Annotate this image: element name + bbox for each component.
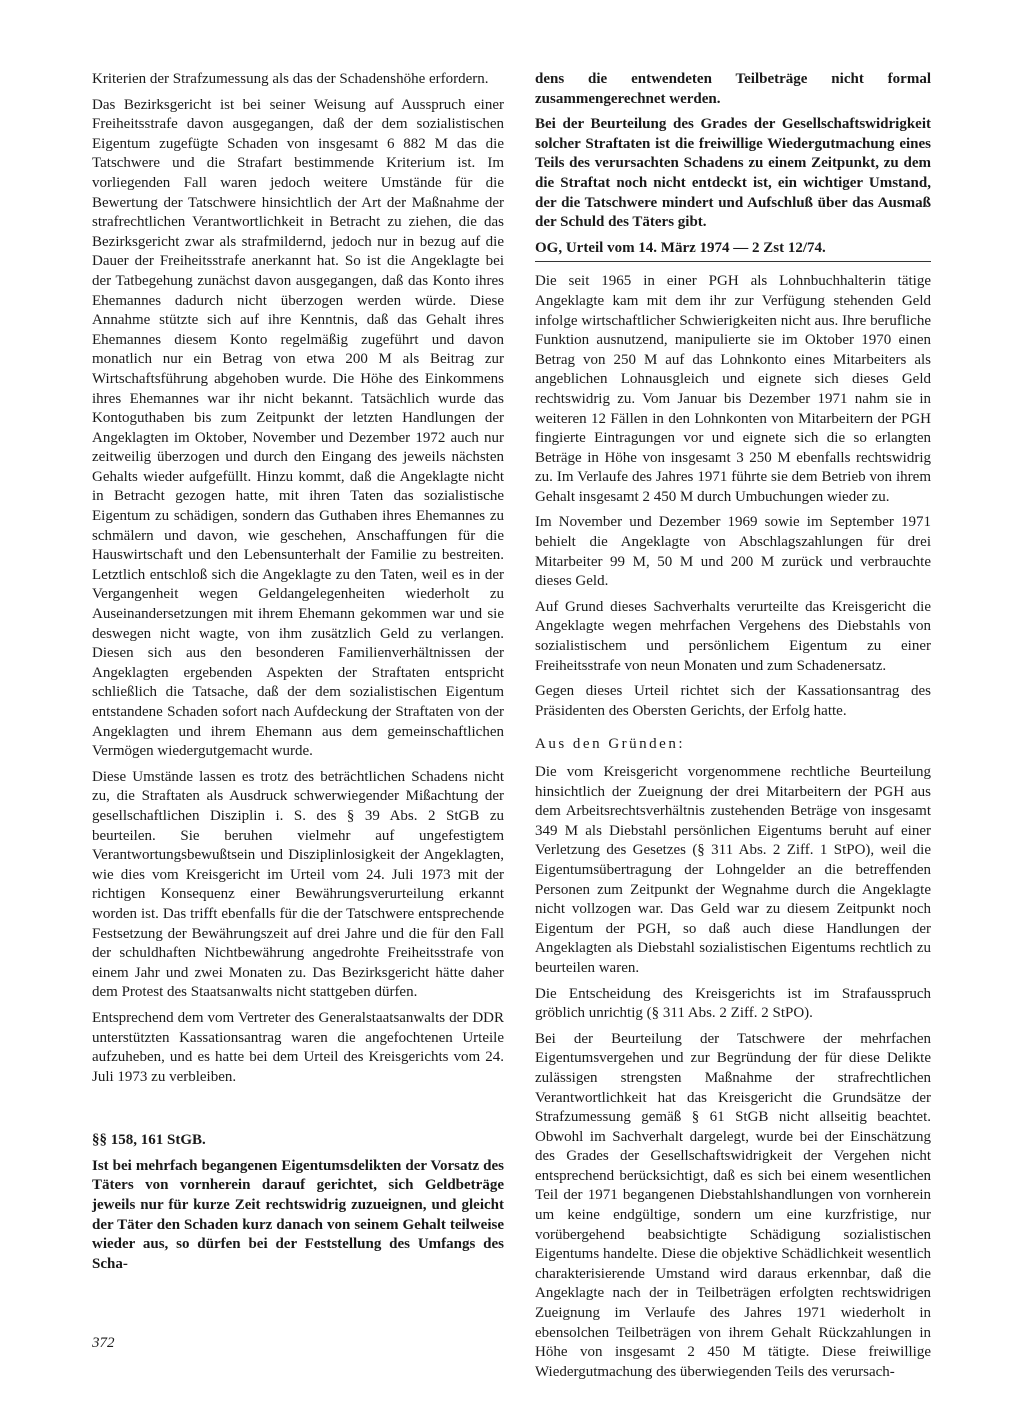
paragraph: Diese Umstände lassen es trotz des beträchtlichen Schadens nicht zu, die Straftaten als Ausdruck schwerwiegender Mißachtung der gesellschaftlichen Disziplin i. S. des § 39 Abs. 2 StGB zu beurteilen. Sie beruhen vielmehr auf ungefestigtem Verantwortungsbewußtsein und Disziplinlosigkeit der Angeklagten, wie dies vom Kreisgericht im Urteil vom 24. Juli 1973 mit der richtigen Konsequenz einer Bewährungsverurteilung erkannt worden ist. Das trifft ebenfalls für die der Tatschwere entsprechende Festsetzung der Bewährungszeit auf drei Jahre und die für den Fall der schuldhaften Nichtbewährung angedrohte Freiheitsstrafe von einem Jahr und zwei Monaten zu. Das Bezirksgericht hätte daher dem Protest des Staatsanwalts nicht stattgeben dürfen. [92, 768, 504, 1001]
court-citation: OG, Urteil vom 14. März 1974 — 2 Zst 12/74. [535, 239, 931, 263]
section-header: §§ 158, 161 StGB. [92, 1132, 206, 1149]
paragraph: Die Entscheidung des Kreisgerichts ist im Strafausspruch gröblich unrichtig (§ 311 Abs. 2 Ziff. 2 StPO). [535, 985, 931, 1022]
paragraph: Entsprechend dem vom Vertreter des Generalstaatsanwalts der DDR unterstützten Kassationsantrag waren die angefochtenen Urteile aufzuheben, und es hatte bei dem Urteil des Kreisgerichts vom 24. Juli 1973 zu verbleiben. [92, 1009, 504, 1085]
paragraph: Die seit 1965 in einer PGH als Lohnbuchhalterin tätige Angeklagte kam mit dem ihr zur Verfügung stehenden Geld infolge wirtschaftlicher Schwierigkeiten nicht aus. Ihre berufliche Funktion ausnutzend, manipulierte sie im Oktober 1970 einen Betrag von 250 M auf das Lohnkonto eines Mitarbeiters als angeblichen Lohnausgleich und eignete sich dieses Geld rechtswidrig zu. Vom Januar bis Dezember 1971 nahm sie in weiteren 12 Fällen in den Lohnkonten von Mitarbeitern der PGH fingierte Eintragungen vor und eignete sich die so erlangten Beträge in Höhe von insgesamt 3 250 M ebenfalls rechtswidrig zu. Im Verlaufe des Jahres 1971 führte sie dem Betrieb von ihrem Gehalt insgesamt 2 450 M durch Umbuchungen wieder zu. [535, 273, 931, 505]
paragraph: Auf Grund dieses Sachverhalts verurteilte das Kreisgericht die Angeklagte wegen mehrfachen Vergehens des Diebstahls von sozialistischem und persönlichem Eigentum zu einer Freiheitsstrafe von neun Monaten und zum Schadenersatz. [535, 598, 931, 674]
reasons-header: Aus den Gründen: [535, 736, 685, 753]
right-column [535, 70, 931, 1388]
headnote: Ist bei mehrfach begangenen Eigentumsdelikten der Vorsatz des Täters von vornherein darauf gerichtet, sich Geldbeträge jeweils nur für kurze Zeit rechtswidrig zuzueignen, und gleicht der Täter den Schaden kurz danach von seinem Gehalt teilweise wieder aus, so dürfen bei der Feststellung des Umfangs des Scha- [92, 1157, 504, 1272]
left-column [92, 70, 504, 1280]
headnote-second: Bei der Beurteilung des Grades der Gesellschaftswidrigkeit solcher Straftaten ist die freiwillige Wiedergutmachung eines Teils des verursachten Schadens zu einem Zeitpunkt, zu dem die Straftat noch nicht entdeckt ist, ein wichtiger Umstand, der die Tatschwere mindert und Aufschluß über das Ausmaß der Schuld des Täters gibt. [535, 116, 931, 231]
paragraph: Im November und Dezember 1969 sowie im September 1971 behielt die Angeklagte von Abschlagszahlungen für drei Mitarbeiter 99 M, 50 M und 200 M zurück und verbrauchte dieses Geld. [535, 514, 931, 590]
paragraph: Gegen dieses Urteil richtet sich der Kassationsantrag des Präsidenten des Obersten Gerichts, der Erfolg hatte. [535, 683, 931, 719]
headnote-continued: dens die entwendeten Teilbeträge nicht formal zusammengerechnet werden. [535, 71, 931, 107]
paragraph: Das Bezirksgericht ist bei seiner Weisung auf Ausspruch einer Freiheitsstrafe davon ausgegangen, daß der dem sozialistischen Eigentum zugefügte Schaden von insgesamt 6 882 M das die Tatschwere und die Strafart bestimmende Kriterium ist. Im vorliegenden Fall waren jedoch weitere Umstände für die Bewertung der Tatschwere hinsichtlich der Art der Maßnahme der strafrechtlichen Verantwortlichkeit in Betracht zu ziehen, die das Bezirksgericht zwar als strafmildernd, jedoch nur in bezug auf die Dauer der Freiheitsstrafe anerkannt hat. So ist die Angeklagte bei der Tatbegehung zunächst davon ausgegangen, daß das Konto ihres Ehemannes dadurch nicht überzogen werden würde. Diese Annahme stützte sich auf ihre Kenntnis, daß das Gehalt ihres Ehemannes diesem Konto regelmäßig zugeführt und davon monatlich nur ein Betrag von etwa 200 M als Beitrag zur Wirtschaftsführung abgehoben wurde. Die Höhe des Einkommens ihres Ehemannes war ihr nicht bekannt. Tatsächlich wurde das Kontoguthaben bis zum Zeitpunkt der letzten Handlungen der Angeklagten im Oktober, November und Dezember 1972 auch nur zeitweilig überzogen und durch den Eingang des jeweils nächsten Gehalts wieder aufgefüllt. Hinzu kommt, daß die Angeklagte nicht in Betracht gezogen hatte, mit ihren Taten das sozialistische Eigentum zu schädigen, sondern das Guthaben ihres Ehemannes zu schmälern und davon, wie geschehen, Anschaffungen für die Hauswirtschaft und den Lebensunterhalt der Familie zu bestreiten. Letztlich entschloß sich die Angeklagte zu den Taten, weil es in der Vergangenheit wegen Geldangelegenheiten wiederholt zu Auseinandersetzungen mit ihrem Ehemann gekommen war und sie deswegen nicht wagte, von ihm zusätzlich Geld zu verlangen. Diesen sich aus den besonderen Familienverhältnissen der Angeklagten ergebenden Aspekten der Straftaten entspricht schließlich die Tatsache, daß der dem sozialistischen Eigentum entstandene Schaden sofort nach Aufdeckung der Straftaten von der Angeklagten und ihrem Ehemann aus dem gemeinschaftlichen Vermögen wiedergutgemacht wurde. [92, 96, 504, 760]
paragraph: Kriterien der Strafzumessung als das der Schadenshöhe erfordern. [92, 71, 489, 87]
page-number: 372 [92, 1335, 115, 1351]
paragraph: Die vom Kreisgericht vorgenommene rechtliche Beurteilung hinsichtlich der Zueignung der drei Mitarbeitern der PGH aus dem Arbeitsrechtsverhältnis zustehenden Beträge von insgesamt 349 M als Diebstahl persönlichen Eigentums beruht auf einer Verletzung des Gesetzes (§ 311 Abs. 2 Ziff. 1 StPO), weil die Eigentumsübertragung der Lohngelder an die betreffenden Personen zum Zeitpunkt der Wegnahme durch die Angeklagte nicht vollzogen war. Das Geld war zu diesem Zeitpunkt noch Eigentum der PGH, so daß auch diese Handlungen der Angeklagten als Diebstahl sozialistischen Eigentums rechtlich zu beurteilen waren. [535, 764, 931, 976]
paragraph: Bei der Beurteilung der Tatschwere der mehrfachen Eigentumsvergehen und zur Begründung der für diese Delikte zulässigen strengsten Maßnahme der strafrechtlichen Verantwortlichkeit hat das Kreisgericht die Grundsätze der Strafzumessung gemäß § 61 StGB nicht allseitig beachtet. Obwohl im Sachverhalt dargelegt, wurde bei der Einschätzung des Grades der Gesellschaftswidrigkeit der Vergehen nicht entsprechend berücksichtigt, daß es sich bei einem wesentlichen Teil der 1971 begangenen Diebstahlshandlungen von vornherein um keine endgültige, sondern um eine kurzfristige, nur vorübergehend beabsichtigte Schädigung sozialistischen Eigentums handelte. Diese die objektive Schädlichkeit wesentlich charakterisierende Umstand wird daraus erkennbar, daß die Angeklagte nach der in Teilbeträgen erfolgten rechtswidrigen Zueignung im Verlaufe des Jahres 1971 wiederholt in ebensolchen Teilbeträgen von ihrem Gehalt Rückzahlungen in Höhe von insgesamt 2 450 M tätigte. Diese freiwillige Wiedergutmachung des überwiegenden Teils des verursach- [535, 1030, 931, 1380]
